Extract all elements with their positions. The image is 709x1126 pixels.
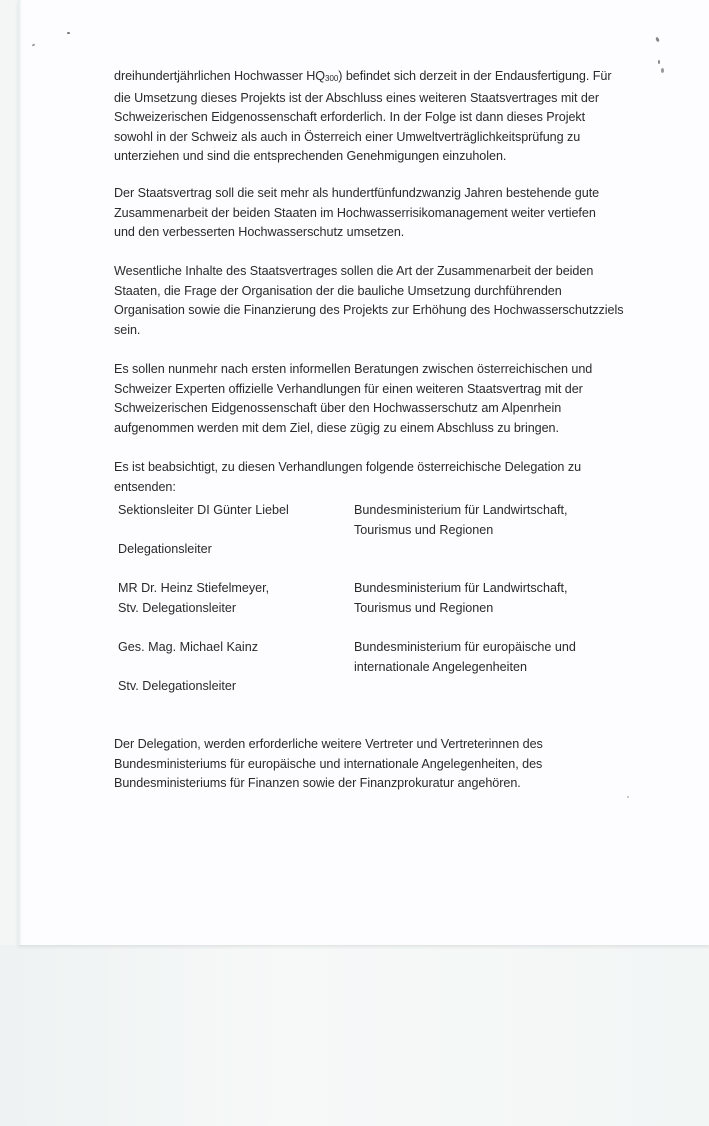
delegate-ministry-line: Bundesministerium für europäische und bbox=[354, 640, 576, 654]
paragraph-line: Staaten, die Frage der Organisation der die bauliche Umsetzung durchführenden bbox=[114, 283, 562, 298]
paragraph-line: und den verbesserten Hochwasserschutz umsetzen. bbox=[114, 225, 405, 240]
page-edge-shadow bbox=[18, 0, 22, 945]
delegate-role: Stv. Delegationsleiter bbox=[118, 601, 237, 615]
delegate-ministry-line: internationale Angelegenheiten bbox=[354, 660, 527, 674]
delegate-role: Delegationsleiter bbox=[118, 542, 212, 556]
paragraph-line: Bundesministeriums für Finanzen sowie der Finanzprokuratur angehören. bbox=[114, 776, 521, 791]
delegate-ministry-line: Bundesministerium für Landwirtschaft, bbox=[354, 581, 568, 595]
paragraph-4 bbox=[114, 360, 594, 438]
paragraph-1 bbox=[114, 67, 612, 167]
delegate-role: Stv. Delegationsleiter bbox=[118, 679, 237, 693]
text-run: dreihundertjährlichen Hochwasser HQ bbox=[114, 69, 326, 83]
paragraph-line: Es ist beabsichtigt, zu diesen Verhandlungen folgende österreichische Delegation zu bbox=[114, 460, 582, 474]
paragraph-line: entsenden: bbox=[114, 479, 176, 494]
paragraph-line: Zusammenarbeit der beiden Staaten im Hochwasserrisikomanagement weiter vertiefen bbox=[114, 205, 596, 220]
paragraph-line: sein. bbox=[114, 322, 141, 337]
paragraph-line: Der Staatsvertrag soll die seit mehr als hundertfünfundzwanzig Jahren bestehende gute bbox=[114, 186, 600, 200]
paragraph-line: unterziehen und sind die entsprechenden Genehmigungen einzuholen. bbox=[114, 149, 507, 164]
paragraph-line: aufgenommen werden mit dem Ziel, diese zügig zu einem Abschluss zu bringen. bbox=[114, 420, 559, 435]
delegate-name: MR Dr. Heinz Stiefelmeyer, bbox=[118, 581, 270, 595]
delegate-ministry-line: Tourismus und Regionen bbox=[354, 601, 494, 615]
paragraph-3 bbox=[114, 262, 624, 340]
scan-speck bbox=[658, 60, 660, 64]
delegate-name: Ges. Mag. Michael Kainz bbox=[118, 640, 258, 654]
paragraph-line: Schweizerischen Eidgenossenschaft erforderlich. In der Folge ist dann dieses Projekt bbox=[114, 110, 586, 125]
scan-speck bbox=[627, 796, 629, 798]
paragraph-line: sowohl in der Schweiz als auch in Österreich einer Umweltverträglichkeitsprüfung zu bbox=[114, 129, 581, 144]
paragraph-6 bbox=[114, 735, 594, 794]
paragraph-line: Bundesministeriums für europäische und internationale Angelegenheiten, des bbox=[114, 756, 543, 771]
paragraph-line: Es sollen nunmehr nach ersten informellen Beratungen zwischen österreichischen und bbox=[114, 362, 593, 376]
delegate-ministry-line: Bundesministerium für Landwirtschaft, bbox=[354, 503, 568, 517]
paragraph-2 bbox=[114, 184, 600, 243]
delegate-ministry-line: Tourismus und Regionen bbox=[354, 523, 494, 537]
subscript-300: 300 bbox=[325, 74, 339, 83]
paragraph-line: Wesentliche Inhalte des Staatsvertrages sollen die Art der Zusammenarbeit der beiden bbox=[114, 264, 594, 278]
paragraph-line: die Umsetzung dieses Projekts ist der Abschluss eines weiteren Staatsvertrages mit der bbox=[114, 90, 599, 105]
paragraph-line: Organisation sowie die Finanzierung des Projekts zur Erhöhung des Hochwasserschutzziels bbox=[114, 303, 624, 318]
scan-speck bbox=[661, 68, 664, 73]
delegate-name: Sektionsleiter DI Günter Liebel bbox=[118, 503, 289, 517]
scan-background bbox=[0, 945, 709, 1126]
text-run: ) befindet sich derzeit in der Endausfertigung. Für bbox=[338, 69, 612, 83]
paragraph-line: Der Delegation, werden erforderliche weitere Vertreter und Vertreterinnen des bbox=[114, 737, 543, 751]
scan-speck bbox=[67, 32, 70, 34]
paragraph-line: Schweizerischen Eidgenossenschaft über den Hochwasserschutz am Alpenrhein bbox=[114, 401, 562, 416]
paragraph-line: Schweizer Experten offizielle Verhandlungen für einen weiteren Staatsvertrag mit der bbox=[114, 381, 583, 396]
paragraph-line bbox=[114, 67, 612, 89]
paragraph-5 bbox=[114, 458, 594, 497]
